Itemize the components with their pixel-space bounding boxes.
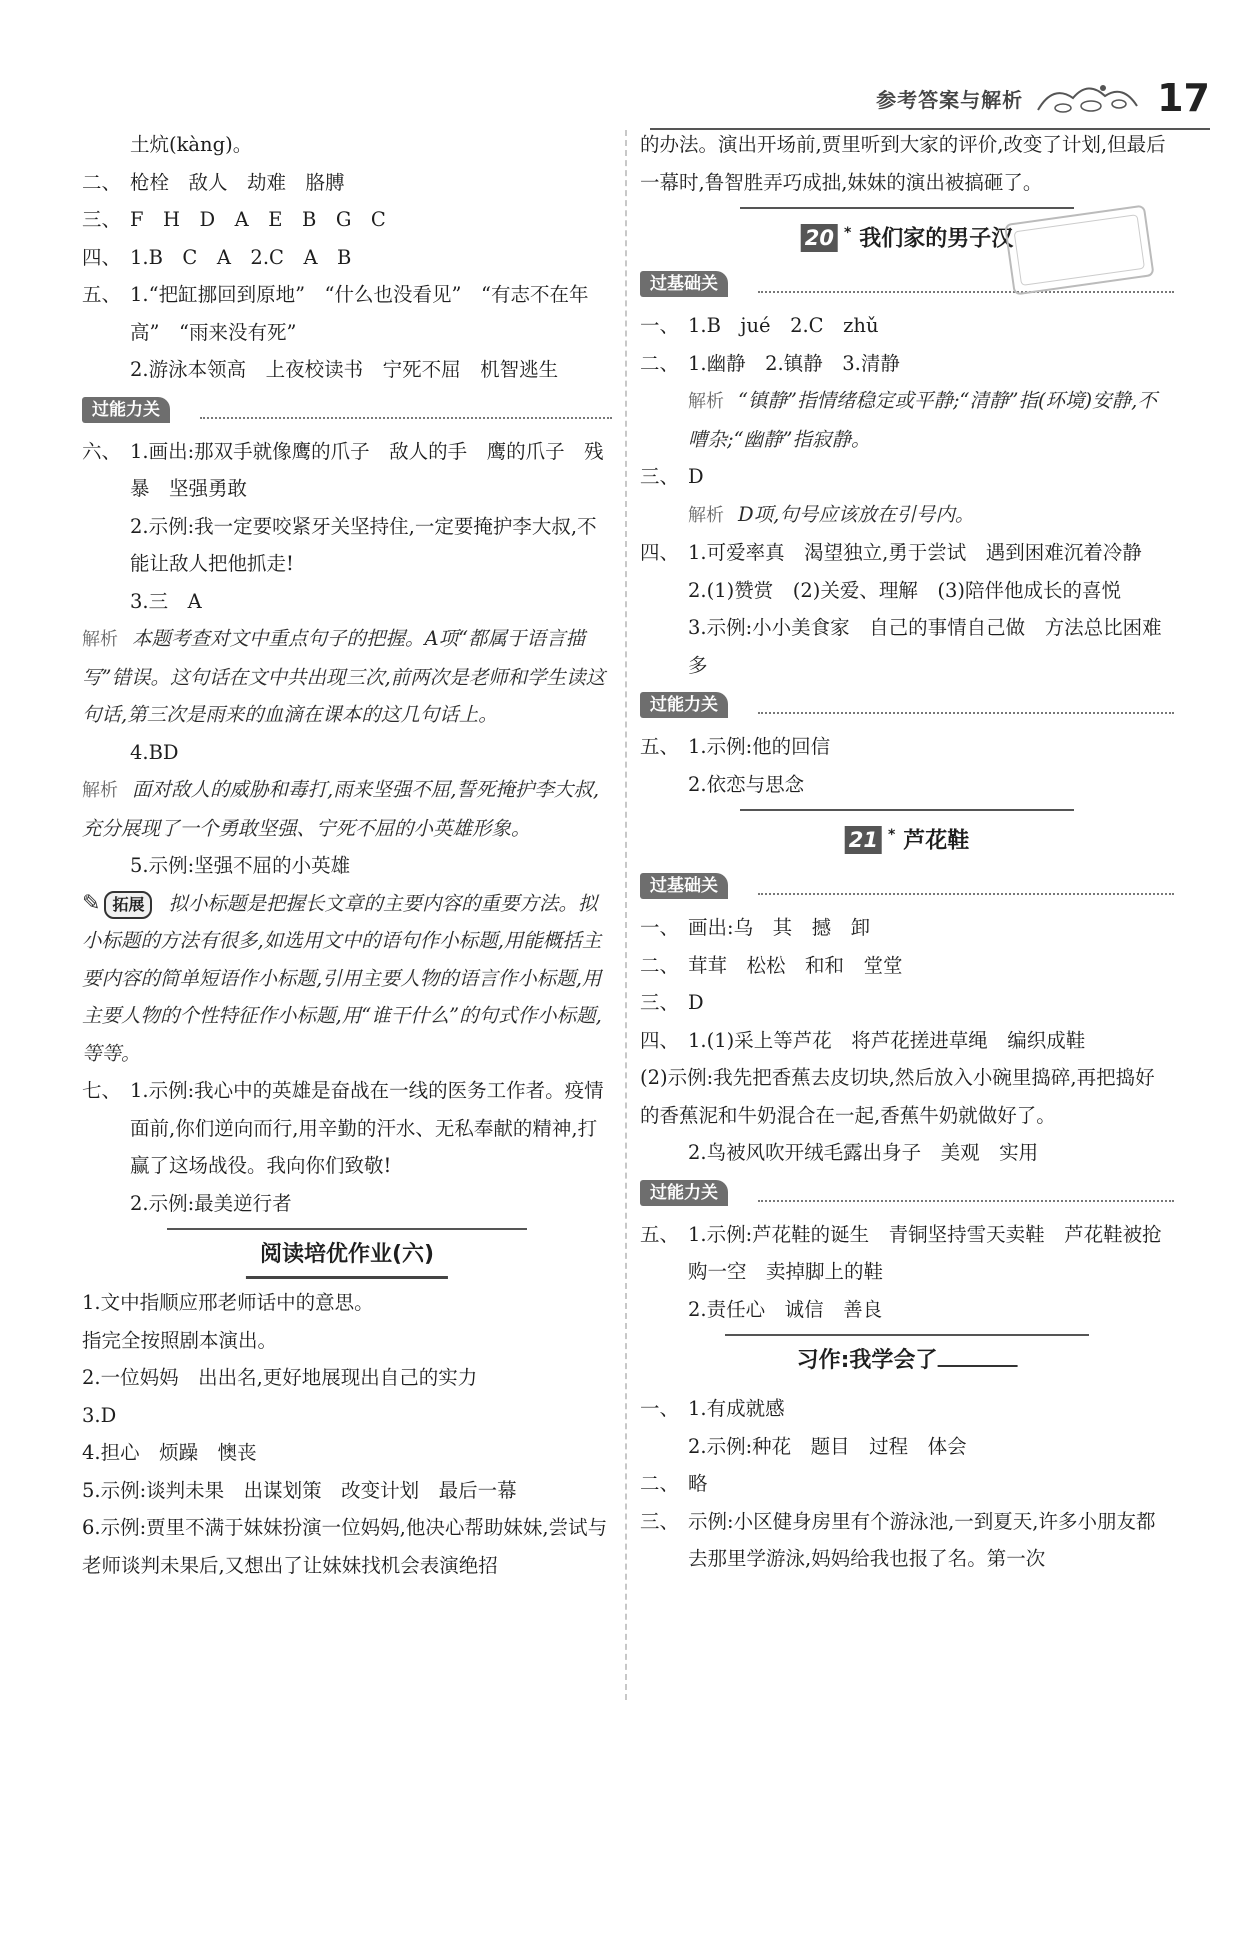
item-text: D bbox=[688, 991, 704, 1014]
answer-item bbox=[82, 1072, 612, 1185]
answer-line: (2)示例:我先把香蕉去皮切块,然后放入小碗里捣碎,再把捣好的香蕉泥和牛奶混合在一起,香蕉牛奶就做好了。 bbox=[640, 1066, 1155, 1127]
item-text: 1.有成就感 bbox=[688, 1397, 785, 1420]
analysis-block bbox=[640, 382, 1174, 458]
section-tag-ability bbox=[82, 389, 612, 433]
item-number: 二、 bbox=[640, 953, 680, 977]
answer-item bbox=[82, 164, 612, 202]
item-number: 一、 bbox=[640, 916, 680, 939]
answer-line: 3.D bbox=[82, 1403, 117, 1427]
item-text: 画出:乌 其 撼 卸 bbox=[688, 916, 871, 939]
answer-line: 2.责任心 诚信 善良 bbox=[688, 1297, 883, 1321]
item-text: 1.“把缸挪回到原地” “什么也没看见” “有志不在年高” “雨来没有死” bbox=[130, 283, 589, 344]
item-number: 三、 bbox=[640, 991, 680, 1014]
essay-section-title bbox=[640, 1328, 1174, 1390]
title-rule bbox=[740, 809, 1074, 811]
title-rule bbox=[167, 1228, 527, 1230]
item-number: 三、 bbox=[82, 208, 122, 231]
dotted-rule bbox=[758, 893, 1174, 895]
analysis-label: 解析 bbox=[82, 780, 118, 801]
section-tag-label: 过能力关 bbox=[640, 1180, 728, 1206]
item-text: 1.画出:那双手就像鹰的爪子 敌人的手 鹰的爪子 残暴 坚强勇敢 bbox=[130, 439, 604, 500]
answer-line: 5.示例:坚强不屈的小英雄 bbox=[130, 854, 351, 877]
item-number: 六、 bbox=[82, 439, 122, 463]
item-text: 示例:小区健身房里有个游泳池,一到夏天,许多小朋友都去那里学游泳,妈妈给我也报了名。第一次 bbox=[688, 1509, 1156, 1570]
answer-line: 4.BD bbox=[130, 740, 179, 764]
left-column bbox=[82, 126, 612, 1584]
answer-line: 2.示例:最美逆行者 bbox=[130, 1191, 292, 1215]
analysis-block bbox=[640, 496, 1174, 535]
answer-item bbox=[640, 984, 1174, 1022]
item-number: 二、 bbox=[640, 351, 680, 375]
lesson-heading bbox=[845, 817, 970, 860]
answer-line: 1.文中指顺应邢老师话中的意思。 bbox=[82, 1291, 374, 1314]
dotted-rule bbox=[758, 1200, 1174, 1202]
answer-item bbox=[640, 1390, 1174, 1428]
analysis-label: 解析 bbox=[688, 504, 724, 526]
answer-item bbox=[82, 276, 612, 351]
answer-item bbox=[640, 1022, 1174, 1060]
item-number: 二、 bbox=[82, 170, 122, 194]
answer-item bbox=[640, 307, 1174, 345]
item-text: 1.可爱率真 渴望独立,勇于尝试 遇到困难沉着冷静 bbox=[688, 541, 1142, 564]
analysis-text: “镇静”指情绪稳定或平静;“清静”指(环境)安静,不嘈杂;“幽静”指寂静。 bbox=[688, 389, 1157, 451]
section-tag-basic bbox=[640, 865, 1174, 909]
title-rule bbox=[725, 1334, 1089, 1336]
item-number: 四、 bbox=[640, 541, 680, 564]
page-number: 17 bbox=[1157, 76, 1210, 120]
item-text: 1.幽静 2.镇静 3.清静 bbox=[688, 351, 900, 375]
column-divider bbox=[625, 130, 627, 1700]
lesson-21-title bbox=[640, 803, 1174, 865]
analysis-text: 本题考查对文中重点句子的把握。A项“都属于语言描写”错误。这句话在文中共出现三次,前两次是老师和学生读这句话,第三次是雨来的血滴在课本的这几句话上。 bbox=[82, 627, 606, 726]
essay-title-text: 习作:我学会了 bbox=[796, 1348, 938, 1373]
section-tag-ability bbox=[640, 1172, 1174, 1216]
item-text: D bbox=[688, 465, 704, 488]
analysis-text: D项,句号应该放在引号内。 bbox=[738, 502, 975, 526]
dotted-rule bbox=[200, 417, 612, 419]
answer-item bbox=[640, 1503, 1174, 1578]
item-number: 二、 bbox=[640, 1472, 680, 1495]
cloud-doodle-icon bbox=[1033, 76, 1143, 120]
item-text: 1.B jué 2.C zhǔ bbox=[688, 314, 879, 337]
item-text: 1.示例:他的回信 bbox=[688, 735, 831, 758]
answer-item bbox=[640, 1216, 1174, 1291]
lesson-star-icon: * bbox=[843, 225, 852, 241]
extension-block bbox=[82, 885, 612, 1073]
answer-line: 的办法。演出开场前,贾里听到大家的评价,改变了计划,但最后一幕时,鲁智胜弄巧成拙,妹妹的演出被搞砸了。 bbox=[640, 133, 1166, 194]
item-number: 四、 bbox=[82, 245, 122, 269]
answer-line: 2.一位妈妈 出出名,更好地展现出自己的实力 bbox=[82, 1366, 478, 1389]
item-text: 1.示例:我心中的英雄是奋战在一线的医务工作者。疫情面前,你们逆向而行,用辛勤的汗水、无私奉献的精神,打赢了这场战役。我向你们致敬! bbox=[130, 1079, 604, 1177]
answer-item bbox=[640, 947, 1174, 985]
analysis-block bbox=[82, 620, 612, 734]
answer-item bbox=[640, 909, 1174, 947]
answer-item bbox=[640, 534, 1174, 572]
header-label: 参考答案与解析 bbox=[876, 87, 1024, 112]
item-text: 1.B C A 2.C A B bbox=[130, 245, 352, 269]
analysis-text: 面对敌人的威胁和毒打,雨来坚强不屈,誓死掩护李大叔,充分展现了一个勇敢坚强、宁死不屈的小英雄形象。 bbox=[82, 778, 600, 840]
extension-label: 拓展 bbox=[104, 891, 152, 919]
item-text: 1.(1)采上等芦花 将芦花搓进草绳 编织成鞋 bbox=[688, 1028, 1086, 1052]
answer-line: 3.三 A bbox=[130, 589, 202, 613]
essay-heading bbox=[783, 1342, 1032, 1382]
answer-item bbox=[82, 433, 612, 508]
answer-item bbox=[640, 345, 1174, 383]
section-tag-label: 过能力关 bbox=[82, 397, 170, 423]
dotted-rule bbox=[758, 712, 1174, 714]
item-number: 一、 bbox=[640, 1397, 680, 1420]
lesson-number: 20 bbox=[801, 224, 838, 252]
answer-line: 6.示例:贾里不满于妹妹扮演一位妈妈,他决心帮助妹妹,尝试与老师谈判未果后,又想出了让妹妹找机会表演绝招 bbox=[82, 1516, 608, 1577]
section-tag-ability bbox=[640, 684, 1174, 728]
analysis-label: 解析 bbox=[688, 391, 724, 412]
answer-line: 指完全按照剧本演出。 bbox=[82, 1328, 278, 1352]
answer-line: 5.示例:谈判未果 出谋划策 改变计划 最后一幕 bbox=[82, 1478, 517, 1502]
answer-line: 土炕(kàng)。 bbox=[130, 133, 253, 156]
item-number: 一、 bbox=[640, 314, 680, 337]
item-text: 1.示例:芦花鞋的诞生 青铜坚持雪天卖鞋 芦花鞋被抢购一空 卖掉脚上的鞋 bbox=[688, 1222, 1162, 1283]
item-number: 三、 bbox=[640, 1509, 680, 1533]
answer-line: 3.示例:小小美食家 自己的事情自己做 方法总比困难多 bbox=[688, 616, 1162, 677]
answer-line: 2.游泳本领高 上夜校读书 宁死不屈 机智逃生 bbox=[130, 358, 559, 381]
item-number: 五、 bbox=[640, 1222, 680, 1246]
item-number: 七、 bbox=[82, 1079, 122, 1102]
section-tag-label: 过基础关 bbox=[640, 271, 728, 297]
item-text: 略 bbox=[688, 1472, 708, 1495]
right-column bbox=[640, 126, 1174, 1578]
section-tag-label: 过基础关 bbox=[640, 873, 728, 899]
essay-blank bbox=[937, 1345, 1017, 1367]
item-number: 三、 bbox=[640, 465, 680, 488]
answer-item bbox=[640, 458, 1174, 496]
lesson-number: 21 bbox=[845, 826, 882, 854]
answer-line: 2.示例:种花 题目 过程 体会 bbox=[688, 1434, 967, 1458]
lesson-title-text: 芦花鞋 bbox=[903, 828, 970, 854]
analysis-block bbox=[82, 771, 612, 847]
pencil-icon: ✎ bbox=[82, 890, 101, 916]
reading-title-text: 阅读培优作业(六) bbox=[246, 1236, 448, 1279]
answer-item bbox=[640, 728, 1174, 766]
lesson-star-icon: * bbox=[887, 827, 896, 843]
item-number: 五、 bbox=[82, 283, 122, 306]
page-header bbox=[876, 72, 1210, 124]
section-tag-label: 过能力关 bbox=[640, 692, 728, 718]
lesson-heading bbox=[801, 215, 1014, 258]
answer-item bbox=[82, 201, 612, 239]
item-text: 枪栓 敌人 劫难 胳膊 bbox=[130, 170, 345, 194]
lesson-title-text: 我们家的男子汉 bbox=[859, 226, 1014, 252]
answer-line: 2.示例:我一定要咬紧牙关坚持住,一定要掩护李大叔,不能让敌人把他抓走! bbox=[130, 514, 597, 575]
answer-item bbox=[82, 239, 612, 277]
analysis-label: 解析 bbox=[82, 629, 118, 650]
item-text: 茸茸 松松 和和 堂堂 bbox=[688, 953, 903, 977]
item-number: 五、 bbox=[640, 735, 680, 758]
answer-line: 2.鸟被风吹开绒毛露出身子 美观 实用 bbox=[688, 1141, 1039, 1164]
reading-section-title bbox=[82, 1222, 612, 1284]
item-number: 四、 bbox=[640, 1028, 680, 1052]
stamp-icon bbox=[1000, 205, 1160, 305]
answer-line: 4.担心 烦躁 懊丧 bbox=[82, 1441, 257, 1464]
item-text: F H D A E B G C bbox=[130, 208, 386, 231]
answer-line: 2.依恋与思念 bbox=[688, 772, 805, 796]
answer-item bbox=[640, 1465, 1174, 1503]
extension-text: 拟小标题是把握长文章的主要内容的重要方法。拟小标题的方法有很多,如选用文中的语句作小标题,用能概括主要内容的简单短语作小标题,引用主要人物的语言作小标题,用主要人物的个性特征作小标题,用“谁干什么”的句式作小标题,等等。 bbox=[82, 891, 602, 1065]
answer-line: 2.(1)赞赏 (2)关爱、理解 (3)陪伴他成长的喜悦 bbox=[688, 578, 1121, 602]
